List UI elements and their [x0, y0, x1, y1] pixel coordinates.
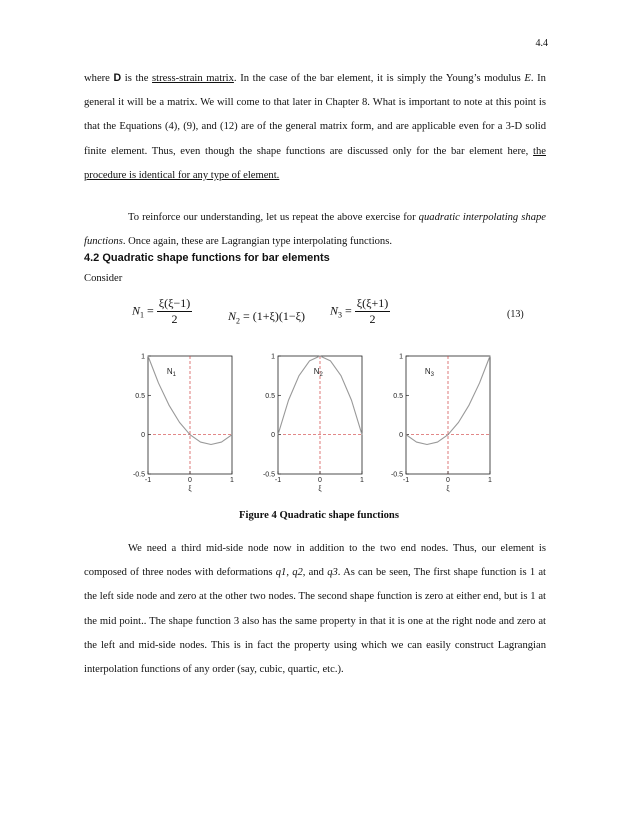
x-tick-label: 1 [488, 477, 492, 484]
term-stress-strain-matrix: stress-strain matrix [152, 73, 234, 84]
equation-n1 [132, 296, 192, 327]
numerator: ξ(ξ+1) [356, 296, 389, 310]
equation-n3 [330, 296, 390, 327]
x-tick-label: 0 [318, 477, 322, 484]
text-span: . In the case of the bar element, it is simply the Young’s modulus [233, 73, 525, 84]
y-tick-label: 0 [141, 432, 145, 440]
paragraph-mid-side-node [84, 537, 546, 682]
symbol-q2: q2 [292, 567, 303, 579]
equation-n2 [228, 309, 305, 325]
figure-caption: Figure 4 Quadratic shape functions [239, 510, 399, 521]
eq-symbol: N [132, 303, 141, 318]
y-tick-label: 1 [399, 353, 403, 361]
shape-function-plot-2 [263, 354, 364, 494]
section-heading: 4.2 Quadratic shape functions for bar elements [84, 252, 330, 264]
text-span: . As can be seen, The first shape function is 1 at the left side node and zero at the other two nodes. The second shape function is zero at either end, but is 1 at the mid point.. The shape function 3 also has the same property in that it is one at the right node and zero at the left and mid-side nodes. This is in fact the property using which we can easily construct Lagrangian interpolation functions of any order (say, cubic, quartic, etc.). [84, 567, 546, 676]
text-span: To reinforce our understanding, let us repeat the above exercise for [128, 212, 419, 223]
equals-sign: = [147, 303, 154, 318]
shape-function-plot-1 [133, 354, 234, 494]
figure-quadratic-shape-functions [128, 348, 528, 498]
paragraph-stress-strain [84, 66, 546, 188]
shape-function-plot-3 [391, 354, 492, 494]
curve-label-subscript: 3 [430, 372, 435, 378]
y-tick-label: 0 [399, 432, 403, 440]
y-tick-label: 0 [271, 432, 275, 440]
italic-term: quadratic interpolating shape functions [84, 212, 546, 248]
curve-label: $N_3$ [424, 367, 435, 378]
y-tick-label: -0.5 [390, 471, 403, 479]
eq-subscript: 2 [236, 316, 241, 326]
curve-label: $N_1$ [166, 367, 177, 378]
y-tick-label: 0.5 [393, 392, 403, 400]
curve-label: $N_2$ [313, 367, 323, 378]
text-span: where [84, 73, 114, 84]
numerator: ξ(ξ−1) [158, 296, 191, 310]
x-tick-label: -1 [402, 477, 410, 484]
fraction [355, 296, 390, 327]
eq-symbol: N [228, 309, 237, 323]
eq-symbol: N [330, 303, 339, 318]
y-tick-label: -0.5 [262, 471, 275, 479]
x-axis-label: ξ [318, 486, 322, 493]
denominator: 2 [369, 312, 376, 326]
equation-number: (13) [507, 309, 524, 320]
text-span: . Once again, these are Lagrangian type interpolating functions. [122, 236, 393, 248]
y-tick-label: 1 [271, 353, 275, 361]
paragraph-reinforce [84, 206, 546, 254]
x-tick-label: 1 [230, 477, 234, 484]
x-axis-label: ξ [188, 486, 192, 493]
text-span: is the [121, 73, 153, 84]
text-span: We need a third mid-side node now in addition to the two end nodes. Thus, our element is composed of three nodes with deformations [84, 543, 546, 579]
y-tick-label: 1 [141, 353, 145, 361]
text-span: . In general it will be a matrix. We will come to that later in Chapter 8. What is important to note at this point is that the Equations (4), (9), and (12) are of the general matrix form, and are applicable even for a 3-D solid finite element. Thus, even though the shape functions are discussed only for the bar element here, [84, 73, 546, 157]
curve-label-subscript: 2 [319, 372, 323, 378]
x-tick-label: 1 [360, 477, 364, 484]
y-tick-label: 0.5 [135, 392, 145, 400]
symbol-q1: q1 [275, 567, 287, 579]
consider-label: Consider [84, 273, 123, 284]
underlined-statement: the procedure is identical for any type of element. [84, 145, 546, 181]
text-span: , [286, 567, 293, 579]
x-tick-label: -1 [274, 477, 282, 484]
x-tick-label: 0 [446, 477, 450, 484]
symbol-e: E [524, 73, 531, 84]
denominator: 2 [171, 312, 178, 326]
page-number: 4.4 [535, 38, 548, 49]
eq-subscript: 3 [338, 310, 343, 320]
text-span: , and [302, 567, 328, 579]
eq-subscript: 1 [140, 310, 145, 320]
equals-sign: = [345, 303, 352, 318]
symbol-q3: q3 [327, 567, 338, 579]
fraction [157, 296, 192, 327]
x-tick-label: -1 [144, 477, 152, 484]
eq-rhs: = (1+ξ)(1−ξ) [243, 309, 306, 323]
y-tick-label: -0.5 [132, 471, 145, 479]
y-tick-label: 0.5 [265, 392, 275, 400]
symbol-d: D [113, 72, 122, 84]
x-axis-label: ξ [446, 486, 450, 493]
curve-label-subscript: 1 [172, 372, 177, 378]
x-tick-label: 0 [188, 477, 192, 484]
